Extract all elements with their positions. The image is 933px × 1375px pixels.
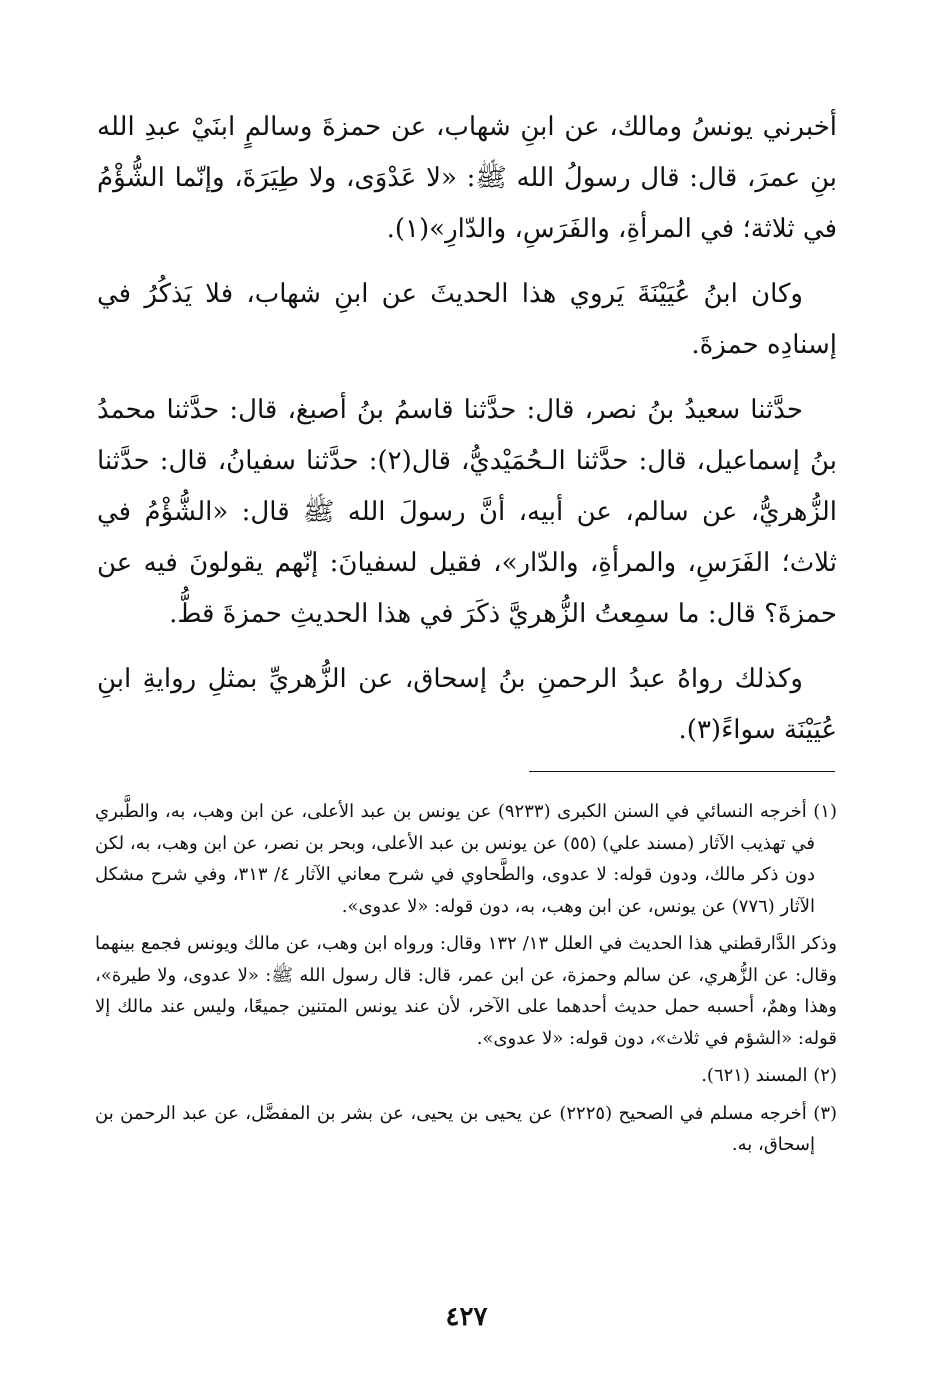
footnote-divider bbox=[529, 771, 835, 772]
paragraph-3: حدَّثنا سعيدُ بنُ نصر، قال: حدَّثنا قاسمُ بنُ أصبغ، قال: حدَّثنا محمدُ بنُ إسماعيل، قال: حدَّثنا الـحُمَيْديُّ، قال(٢): حدَّثنا سفيانُ، قال: حدَّثنا الزُّهريُّ، عن سالم، عن أبيه، أنَّ رسولَ الله ﷺ قال: «الشُّؤْمُ في ثلاث؛ الفَرَسِ، والمرأةِ، والدّار»، فقيل لسفيانَ: إنّهم يقولونَ فيه عن حمزةَ؟ قال: ما سمِعتُ الزُّهريَّ ذكَرَ في هذا الحديثِ حمزةَ قطُّ. bbox=[97, 395, 837, 629]
paragraph-4: وكذلك رواهُ عبدُ الرحمنِ بنُ إسحاق، عن الزُّهريِّ بمثلِ روايةِ ابنِ عُيَيْنَة سواءً(٣). bbox=[97, 664, 837, 745]
footnote-1-continuation: وذكر الدَّارقطني هذا الحديث في العلل ١٣/ ١٣٢ وقال: ورواه ابن وهب، عن مالك ويونس فجمع بينهما وقال: عن الزُّهري، عن سالم وحمزة، عن ابن عمر، قال: قال رسول الله ﷺ: «لا عدوى، ولا طيرة»، وهذا وهمٌ، أحسبه حمل حديث أحدهما على الآخر، لأن عند يونس المتنين جميعًا، وليس عند مالك إلا قوله: «الشؤم في ثلاث»، دون قوله: «لا عدوى». bbox=[95, 933, 837, 1049]
page-number: ٤٢٧ bbox=[445, 1302, 488, 1332]
paragraph-2: وكان ابنُ عُيَيْنَةَ يَروي هذا الحديثَ عن ابنِ شهاب، فلا يَذكُرُ في إسنادِه حمزةَ. bbox=[97, 279, 837, 360]
footnote-2: (٢) المسند (٦٢١). bbox=[701, 1065, 837, 1086]
footnote-3: (٣) أخرجه مسلم في الصحيح (٢٢٢٥) عن يحيى بن يحيى، عن بشر بن المفضَّل، عن عبد الرحمن بن إسحاق، به. bbox=[95, 1102, 838, 1155]
main-text-body bbox=[97, 102, 837, 770]
footnote-1: (١) أخرجه النسائي في السنن الكبرى (٩٢٣٣) عن يونس بن عبد الأعلى، عن ابن وهب، به، والطَّبري في تهذيب الآثار (مسند علي) (٥٥) عن يونس بن عبد الأعلى، وبحر بن نصر، عن ابن وهب، به، لكن دون ذكر مالك، ودون قوله: لا عدوى، والطَّحاوي في شرح معاني الآثار ٤/ ٣١٣، وفي شرح مشكل الآثار (٧٧٦) عن يونس، عن ابن وهب، به، دون قوله: «لا عدوى». bbox=[95, 801, 837, 917]
footnotes-section bbox=[95, 796, 837, 1167]
paragraph-1: أخبرني يونسُ ومالك، عن ابنِ شهاب، عن حمزةَ وسالمٍ ابنَيْ عبدِ الله بنِ عمرَ، قال: قال رسولُ الله ﷺ: «لا عَدْوَى، ولا طِيَرَةَ، وإنّما الشُّؤْمُ في ثلاثة؛ في المرأةِ، والفَرَسِ، والدّارِ»(١). bbox=[97, 112, 837, 244]
